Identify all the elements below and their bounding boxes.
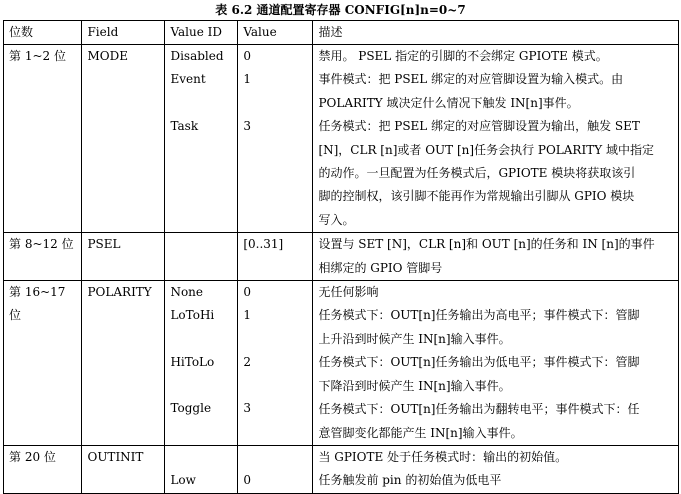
value: 0 bbox=[243, 472, 251, 487]
table-row-outinit bbox=[4, 445, 679, 493]
value: 1 bbox=[243, 72, 251, 87]
cell-bits: 第 1~2 位 bbox=[4, 45, 82, 233]
desc-line: 禁用。 PSEL 指定的引脚的不会绑定 GPIOTE 模式。 bbox=[318, 49, 608, 63]
cell-values bbox=[238, 45, 313, 233]
header-value-id: Value ID bbox=[165, 21, 238, 45]
table-row-mode bbox=[4, 45, 679, 233]
header-field: Field bbox=[82, 21, 165, 45]
cell-value-ids bbox=[165, 233, 238, 281]
value-id: Task bbox=[170, 118, 199, 133]
cell-value-ids bbox=[165, 445, 238, 493]
value-id: Low bbox=[170, 472, 196, 487]
table-caption: 表 6.2 通道配置寄存器 CONFIG[n]n=0~7 bbox=[215, 3, 466, 17]
value-id: Toggle bbox=[170, 401, 212, 416]
desc-line: 上升沿到时候产生 IN[n]输入事件。 bbox=[318, 331, 511, 346]
desc-line: 事件模式：把 PSEL 绑定的对应管脚设置为输入模式。由 bbox=[318, 72, 624, 87]
cell-values bbox=[238, 445, 313, 493]
desc-line: 任务模式下：OUT[n]任务输出为翻转电平；事件模式下：任 bbox=[318, 402, 640, 417]
cell-values bbox=[238, 281, 313, 446]
value: 0 bbox=[243, 285, 251, 300]
value: 1 bbox=[243, 308, 251, 323]
cell-field: PSEL bbox=[82, 233, 165, 281]
desc-line: 下降沿到时候产生 IN[n]输入事件。 bbox=[318, 378, 511, 393]
value-id: Event bbox=[170, 72, 206, 87]
desc-line: POLARITY 域决定什么情况下触发 IN[n]事件。 bbox=[318, 95, 579, 110]
spacer bbox=[243, 446, 307, 469]
header-bits: 位数 bbox=[4, 21, 82, 45]
config-register-table bbox=[3, 20, 679, 494]
value-id: Disabled bbox=[170, 49, 224, 63]
desc-line: 的动作。一旦配置为任务模式后，GPIOTE 模块将获取该引 bbox=[318, 166, 636, 181]
value-id: HiToLo bbox=[170, 354, 215, 369]
desc-line: 设置与 SET [N]，CLR [n]和 OUT [n]的任务和 IN [n]的事件 bbox=[318, 237, 655, 252]
value-id: None bbox=[170, 285, 204, 300]
cell-bits: 第 8~12 位 bbox=[4, 233, 82, 281]
spacer bbox=[170, 328, 232, 351]
desc-line: 相绑定的 GPIO 管脚号 bbox=[318, 260, 443, 275]
cell-bits: 第 16~17 位 bbox=[4, 281, 82, 446]
desc-line: 无任何影响 bbox=[318, 285, 379, 300]
cell-values: [0..31] bbox=[238, 233, 313, 281]
desc-line: 当 GPIOTE 处于任务模式时：输出的初始值。 bbox=[318, 449, 568, 464]
cell-value-ids bbox=[165, 281, 238, 446]
cell-field: POLARITY bbox=[82, 281, 165, 446]
desc-line: 写入。 bbox=[318, 212, 355, 227]
spacer bbox=[243, 328, 307, 351]
spacer bbox=[243, 374, 307, 397]
value: 3 bbox=[243, 401, 251, 416]
desc-line: [N]，CLR [n]或者 OUT [n]任务会执行 POLARITY 域中指定 bbox=[318, 142, 654, 157]
cell-description bbox=[313, 281, 679, 446]
desc-line: 任务模式下：OUT[n]任务输出为低电平；事件模式下：管脚 bbox=[318, 355, 640, 370]
table-row-polarity bbox=[4, 281, 679, 446]
spacer bbox=[243, 92, 307, 115]
spacer bbox=[170, 374, 232, 397]
cell-description bbox=[313, 233, 679, 281]
value: 3 bbox=[243, 118, 251, 133]
table-row-psel bbox=[4, 233, 679, 281]
table-header-row bbox=[4, 21, 679, 45]
desc-line: 意管脚变化都能产生 IN[n]输入事件。 bbox=[318, 425, 523, 440]
desc-line: 脚的控制权，该引脚不能再作为常规输出引脚从 GPIO 模块 bbox=[318, 189, 635, 204]
spacer bbox=[170, 446, 232, 469]
cell-field: OUTINIT bbox=[82, 445, 165, 493]
cell-field: MODE bbox=[82, 45, 165, 233]
cell-description bbox=[313, 45, 679, 233]
desc-line: 任务触发前 pin 的初始值为低电平 bbox=[318, 473, 502, 488]
desc-line: 任务模式下：OUT[n]任务输出为高电平；事件模式下：管脚 bbox=[318, 308, 640, 323]
header-value: Value bbox=[238, 21, 313, 45]
value: 2 bbox=[243, 354, 251, 369]
cell-bits: 第 20 位 bbox=[4, 445, 82, 493]
spacer bbox=[170, 92, 232, 115]
cell-value-ids bbox=[165, 45, 238, 233]
value: 0 bbox=[243, 49, 251, 63]
desc-line: 任务模式：把 PSEL 绑定的对应管脚设置为输出，触发 SET bbox=[318, 119, 640, 134]
cell-description bbox=[313, 445, 679, 493]
header-description: 描述 bbox=[313, 21, 679, 45]
value-id: LoToHi bbox=[170, 308, 215, 323]
